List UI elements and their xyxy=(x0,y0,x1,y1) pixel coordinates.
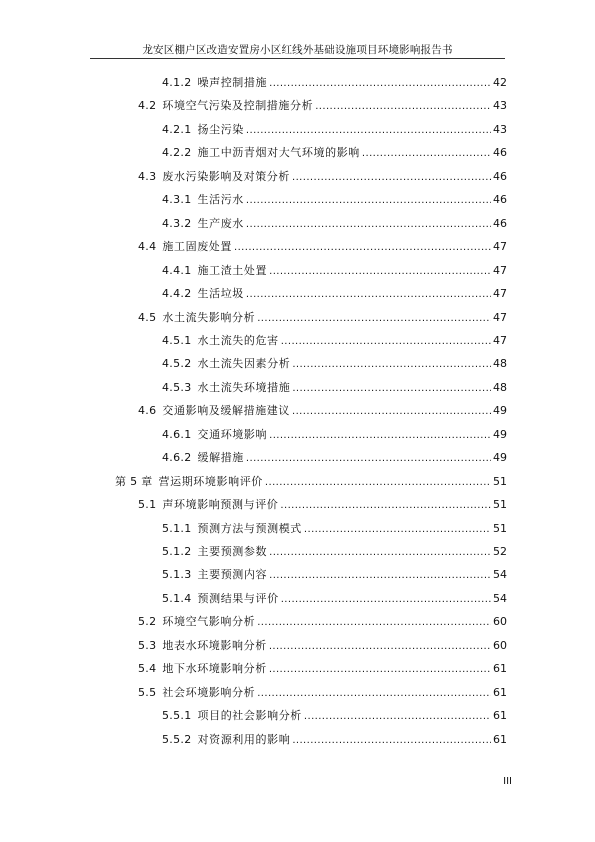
toc-entry[interactable] xyxy=(138,309,507,327)
toc-leader-dots xyxy=(257,688,491,699)
toc-leader-dots xyxy=(292,172,491,183)
toc-entry-number: 5.1.4 xyxy=(162,591,192,605)
toc-entry[interactable] xyxy=(162,707,507,725)
toc-entry-title: 废水污染影响及对策分析 xyxy=(162,169,291,183)
toc-entry-title: 对资源利用的影响 xyxy=(197,732,291,746)
toc-entry[interactable] xyxy=(162,426,507,444)
toc-entry[interactable] xyxy=(138,684,507,702)
toc-leader-dots xyxy=(246,125,491,136)
toc-leader-dots xyxy=(292,359,491,370)
header-rule xyxy=(90,58,505,59)
toc-entry[interactable] xyxy=(138,660,507,678)
toc-entry[interactable] xyxy=(162,285,507,303)
toc-leader-dots xyxy=(281,336,491,347)
toc-entry-number: 4.3 xyxy=(138,169,157,183)
toc-leader-dots xyxy=(269,266,491,277)
toc-leader-dots xyxy=(269,664,491,675)
toc-leader-dots xyxy=(246,219,491,230)
toc-entry[interactable] xyxy=(162,543,507,561)
toc-entry-page: 52 xyxy=(493,545,507,558)
toc-entry-page: 61 xyxy=(493,662,507,676)
toc-entry-number: 4.5.2 xyxy=(162,357,192,371)
toc-entry[interactable] xyxy=(138,613,507,631)
toc-leader-dots xyxy=(292,406,491,417)
toc-entry-title: 施工渣土处置 xyxy=(197,263,268,277)
toc-leader-dots xyxy=(281,594,491,605)
toc-entry[interactable] xyxy=(138,496,507,514)
toc-leader-dots xyxy=(246,453,491,464)
toc-leader-dots xyxy=(246,289,491,300)
toc-entry-title: 预测结果与评价 xyxy=(197,591,279,605)
toc-leader-dots xyxy=(292,735,491,746)
toc-entry-title: 交通环境影响 xyxy=(197,427,268,441)
toc-leader-dots xyxy=(257,313,491,324)
toc-entry-title: 施工中沥青烟对大气环境的影响 xyxy=(197,146,360,160)
toc-leader-dots xyxy=(280,500,491,511)
toc-entry-page: 49 xyxy=(493,427,507,441)
toc-entry-number: 4.6.2 xyxy=(162,451,192,465)
toc-leader-dots xyxy=(265,477,491,488)
toc-entry[interactable] xyxy=(138,402,507,420)
toc-entry-number: 4.1.2 xyxy=(162,76,192,89)
toc-entry[interactable] xyxy=(162,262,507,280)
toc-entry-title: 生活垃圾 xyxy=(197,287,244,301)
toc-entry-title: 施工固废处置 xyxy=(162,240,233,254)
toc-entry-title: 主要预测内容 xyxy=(197,568,268,582)
toc-entry-page: 61 xyxy=(493,685,507,699)
toc-entry-number: 4.6.1 xyxy=(162,427,192,441)
toc-entry-page: 46 xyxy=(493,193,507,207)
toc-entry-title: 生活污水 xyxy=(197,193,244,207)
toc-entry-title: 水土流失的危害 xyxy=(197,333,279,347)
toc-entry-title: 水土流失环境措施 xyxy=(197,380,291,394)
toc-entry-number: 4.2.1 xyxy=(162,122,192,136)
toc-entry-number: 5.5 xyxy=(138,685,157,699)
toc-entry-number: 5.5.2 xyxy=(162,732,192,746)
toc-entry[interactable] xyxy=(162,449,507,467)
toc-entry-title: 营运期环境影响评价 xyxy=(158,474,263,488)
toc-entry-number: 5.4 xyxy=(138,662,157,676)
toc-entry-title: 环境空气污染及控制措施分析 xyxy=(162,99,314,113)
toc-entry-page: 60 xyxy=(493,638,507,652)
toc-entry-title: 地表水环境影响分析 xyxy=(162,638,267,652)
toc-entry[interactable] xyxy=(138,168,507,186)
toc-entry-number: 5.1.3 xyxy=(162,568,192,582)
toc-leader-dots xyxy=(269,430,491,441)
toc-entry-number: 5.1 xyxy=(138,498,157,512)
toc-entry[interactable] xyxy=(162,520,507,538)
toc-entry-page: 46 xyxy=(493,216,507,230)
toc-entry-title: 扬尘污染 xyxy=(197,122,244,136)
toc-entry-number: 5.5.1 xyxy=(162,709,192,723)
toc-entry-page: 49 xyxy=(493,404,507,418)
running-header: 龙安区棚户区改造安置房小区红线外基础设施项目环境影响报告书 xyxy=(142,44,453,56)
toc-entry-number: 5.1.2 xyxy=(162,545,192,558)
toc-entry-page: 47 xyxy=(493,263,507,277)
toc-leader-dots xyxy=(269,547,491,558)
toc-entry-number: 4.3.1 xyxy=(162,193,192,207)
toc-entry[interactable] xyxy=(162,144,507,162)
toc-leader-dots xyxy=(246,195,491,206)
toc-entry-number: 4.6 xyxy=(138,404,157,418)
toc-entry-number: 4.5 xyxy=(138,310,157,324)
toc-entry[interactable] xyxy=(162,379,507,397)
toc-entry-title: 声环境影响预测与评价 xyxy=(162,498,279,512)
toc-entry[interactable] xyxy=(162,215,507,233)
toc-entry[interactable] xyxy=(115,473,507,491)
toc-entry-page: 51 xyxy=(493,474,507,488)
toc-entry-title: 主要预测参数 xyxy=(197,545,268,558)
toc-entry-page: 61 xyxy=(493,732,507,746)
toc-leader-dots xyxy=(315,101,491,112)
toc-leader-dots xyxy=(304,711,491,722)
toc-entry[interactable] xyxy=(162,121,507,139)
toc-entry-number: 4.3.2 xyxy=(162,216,192,230)
toc-entry[interactable] xyxy=(138,637,507,655)
toc-entry-page: 42 xyxy=(493,76,507,89)
toc-entry-title: 噪声控制措施 xyxy=(197,76,268,89)
toc-leader-dots xyxy=(269,641,491,652)
toc-entry-title: 预测方法与预测模式 xyxy=(197,521,302,535)
toc-entry-number: 4.5.3 xyxy=(162,380,192,394)
toc-leader-dots xyxy=(362,148,491,159)
toc-entry-number: 5.3 xyxy=(138,638,157,652)
toc-entry-page: 48 xyxy=(493,357,507,371)
toc-entry[interactable] xyxy=(162,355,507,373)
toc-entry-page: 49 xyxy=(493,451,507,465)
toc-leader-dots xyxy=(269,570,491,581)
toc-entry-title: 环境空气影响分析 xyxy=(162,615,256,629)
toc-entry[interactable] xyxy=(162,332,507,350)
toc-entry[interactable] xyxy=(138,97,507,115)
toc-entry-number: 4.5.1 xyxy=(162,333,192,347)
toc-entry-title: 缓解措施 xyxy=(197,451,244,465)
toc-leader-dots xyxy=(304,524,491,535)
toc-entry-title: 交通影响及缓解措施建议 xyxy=(162,404,291,418)
toc-entry-page: 51 xyxy=(493,521,507,535)
toc-entry-page: 48 xyxy=(493,380,507,394)
toc-entry-title: 地下水环境影响分析 xyxy=(162,662,267,676)
toc-entry-page: 43 xyxy=(493,99,507,113)
toc-entry-page: 60 xyxy=(493,615,507,629)
toc-entry-page: 43 xyxy=(493,122,507,136)
toc-entry-page: 47 xyxy=(493,240,507,254)
toc-leader-dots xyxy=(257,617,491,628)
toc-entry-page: 46 xyxy=(493,169,507,183)
toc-entry-page: 47 xyxy=(493,310,507,324)
toc-leader-dots xyxy=(292,383,491,394)
toc-entry-number: 5.2 xyxy=(138,615,157,629)
toc-entry-title: 项目的社会影响分析 xyxy=(197,709,302,723)
toc-entry-number: 4.4.2 xyxy=(162,287,192,301)
toc-entry-page: 47 xyxy=(493,287,507,301)
toc-entry[interactable] xyxy=(162,191,507,209)
page-number: III xyxy=(503,776,512,787)
toc-entry[interactable] xyxy=(162,74,507,92)
toc-entry-number: 4.4 xyxy=(138,240,157,254)
toc-entry[interactable] xyxy=(162,590,507,608)
toc-entry-page: 54 xyxy=(493,591,507,605)
toc-entry-number: 4.2 xyxy=(138,99,157,113)
toc-entry-title: 水土流失影响分析 xyxy=(162,310,256,324)
toc-entry-page: 46 xyxy=(493,146,507,160)
toc-entry-number: 5.1.1 xyxy=(162,521,192,535)
toc-entry-page: 61 xyxy=(493,709,507,723)
toc-entry-number: 4.4.1 xyxy=(162,263,192,277)
toc-entry[interactable] xyxy=(138,238,507,256)
toc-leader-dots xyxy=(234,242,491,253)
toc-entry-title: 生产废水 xyxy=(197,216,244,230)
toc-entry-title: 水土流失因素分析 xyxy=(197,357,291,371)
toc-entry-title: 社会环境影响分析 xyxy=(162,685,256,699)
toc-entry-number: 第 5 章 xyxy=(115,474,153,488)
toc-entry-page: 54 xyxy=(493,568,507,582)
toc-entry-page: 51 xyxy=(493,498,507,512)
toc-entry-page: 47 xyxy=(493,333,507,347)
toc-entry[interactable] xyxy=(162,566,507,584)
toc-entry-number: 4.2.2 xyxy=(162,146,192,160)
toc-leader-dots xyxy=(269,78,491,89)
toc-entry[interactable] xyxy=(162,731,507,749)
